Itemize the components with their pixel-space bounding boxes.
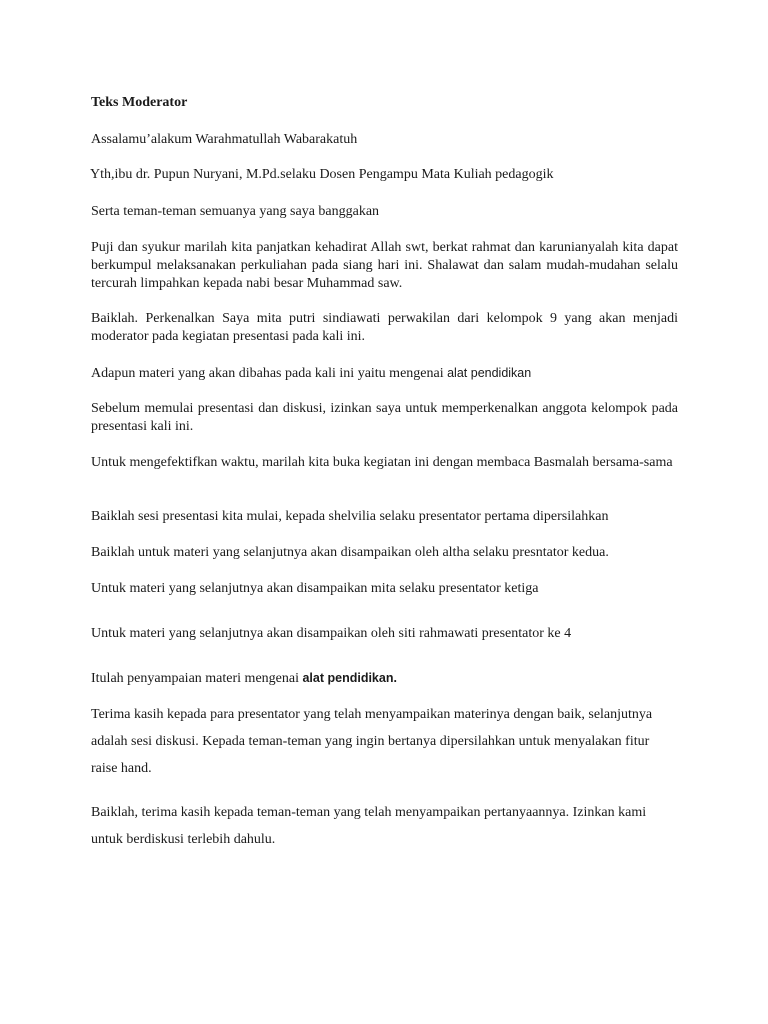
friends-line: Serta teman-teman semuanya yang saya banggakan [91, 204, 380, 219]
presenter-3-line: Untuk materi yang selanjutnya akan disampaikan mita selaku presentator ketiga [91, 581, 539, 596]
introduce-group-paragraph: Sebelum memulai presentasi dan diskusi, izinkan saya untuk memperkenalkan anggota kelompok pada presentasi kali ini. [91, 401, 678, 434]
thanks-presenters-paragraph: Terima kasih kepada para presentator yang telah menyampaikan materinya dengan baik, selanjutnya adalah sesi diskusi. Kepada teman-teman yang ingin bertanya dipersilahkan untuk menyalakan fitur raise hand. [91, 707, 653, 776]
presenter-4-line: Untuk materi yang selanjutnya akan disampaikan oleh siti rahmawati presentator ke 4 [91, 626, 572, 641]
closing-topic: alat pendidikan. [302, 671, 397, 685]
closing-line [91, 669, 397, 688]
intro-paragraph: Baiklah. Perkenalkan Saya mita putri sindiawati perwakilan dari kelompok 9 yang akan menjadi moderator pada kegiatan presentasi pada kali ini. [91, 311, 678, 344]
greeting-line: Assalamu’alakum Warahmatullah Wabarakatuh [91, 132, 358, 147]
document-title: Teks Moderator [91, 95, 188, 110]
topic-prefix: Adapun materi yang akan dibahas pada kali ini yaitu mengenai [91, 366, 448, 381]
basmalah-paragraph: Untuk mengefektifkan waktu, marilah kita buka kegiatan ini dengan membaca Basmalah bersama-sama [91, 455, 673, 470]
presenter-1-line: Baiklah sesi presentasi kita mulai, kepada shelvilia selaku presentator pertama dipersilahkan [91, 509, 609, 524]
address-line: Yth,ibu dr. Pupun Nuryani, M.Pd.selaku Dosen Pengampu Mata Kuliah pedagogik [90, 167, 554, 182]
presenter-2-line: Baiklah untuk materi yang selanjutnya akan disampaikan oleh altha selaku presntator kedua. [91, 545, 609, 560]
topic-name: alat pendidikan [447, 366, 532, 380]
thanks-questions-paragraph: Baiklah, terima kasih kepada teman-teman yang telah menyampaikan pertanyaannya. Izinkan kami untuk berdiskusi terlebih dahulu. [91, 805, 647, 847]
praise-paragraph: Puji dan syukur marilah kita panjatkan kehadirat Allah swt, berkat rahmat dan karunianyalah kita dapat berkumpul melaksanakan perkuliahan pada siang hari ini. Shalawat dan salam mudah-mudahan selalu tercurah limpahkan kepada nabi besar Muhammad saw. [91, 240, 678, 291]
closing-prefix: Itulah penyampaian materi mengenai [91, 671, 303, 686]
topic-line [91, 364, 531, 383]
